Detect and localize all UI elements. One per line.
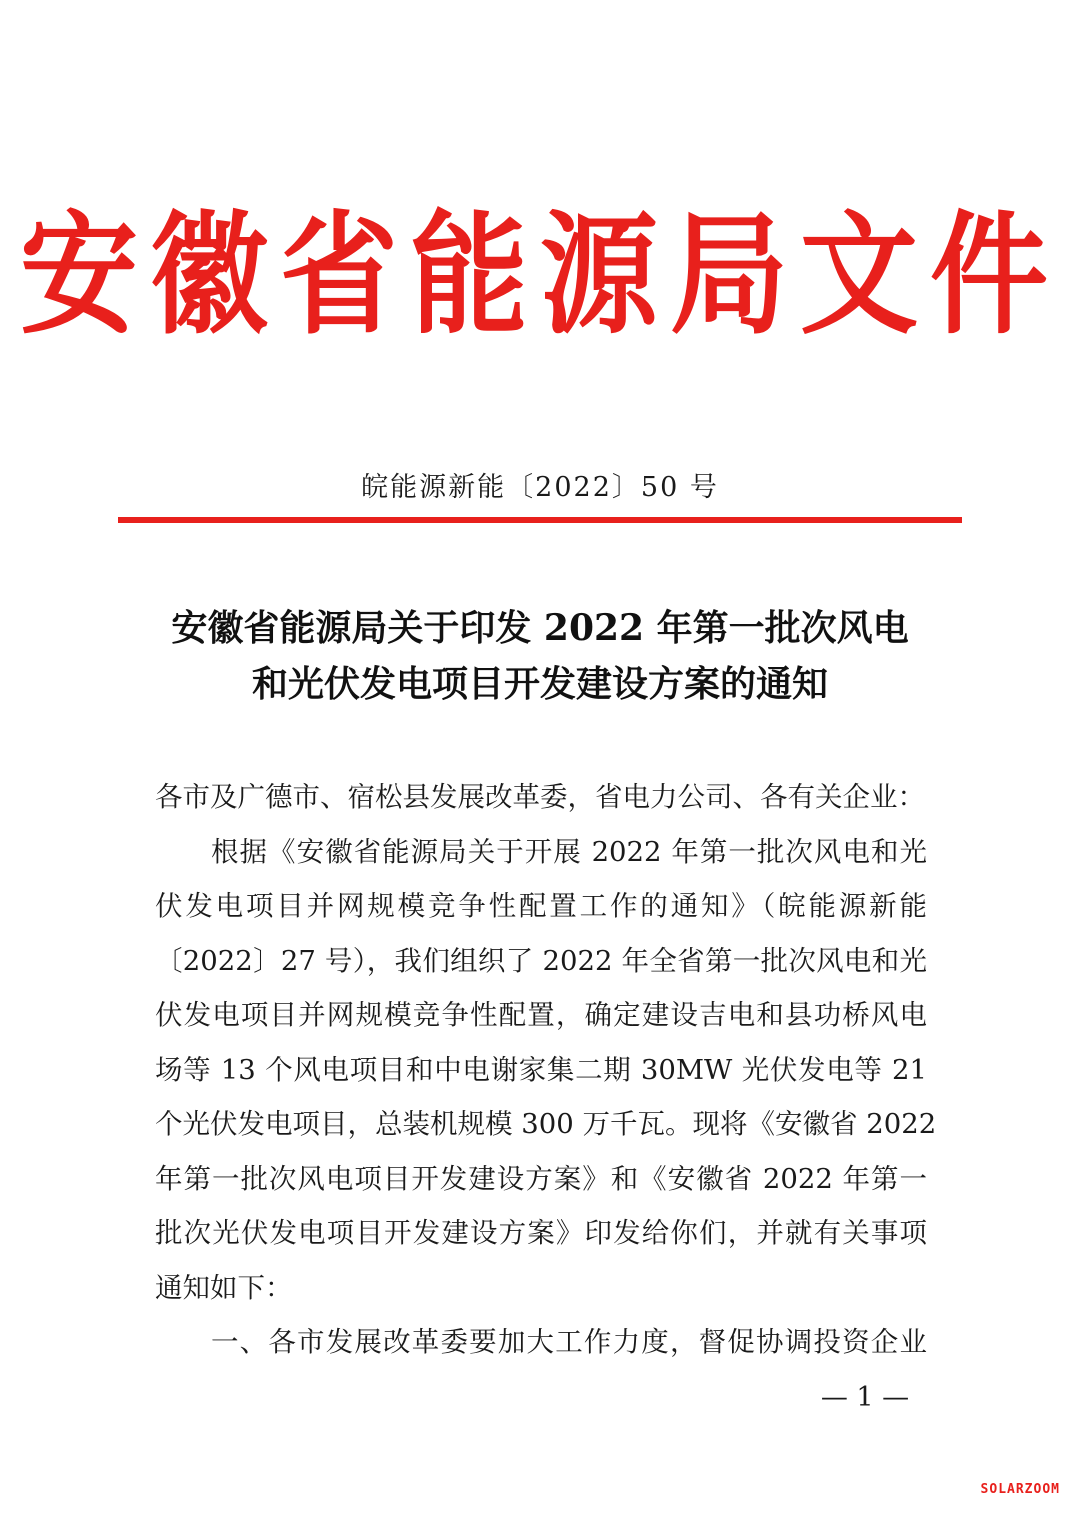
- notice-title-line: 和光伏发电项目开发建设方案的通知: [251, 663, 828, 705]
- body-line: 年第一批次风电项目开发建设方案》和《安徽省 2022 年第一: [155, 1162, 927, 1195]
- notice-title-line: 安徽省能源局关于印发 2022 年第一批次风电: [171, 607, 909, 649]
- red-divider-rule: [118, 517, 962, 523]
- body-line: 场等 13 个风电项目和中电谢家集二期 30MW 光伏发电等 21: [155, 1053, 927, 1086]
- body-line: 个光伏发电项目，总装机规模 300 万千瓦。现将《安徽省 2022: [155, 1108, 937, 1140]
- body-line: 根据《安徽省能源局关于开展 2022 年第一批次风电和光: [211, 835, 927, 868]
- body-line: 〔2022〕27 号），我们组织了 2022 年全省第一批次风电和光: [155, 944, 927, 977]
- notice-title: [120, 600, 960, 712]
- watermark-logo: SOLARZOOM: [980, 1482, 1060, 1497]
- body-line: 伏发电项目并网规模竞争性配置，确定建设吉电和县功桥风电: [155, 999, 927, 1031]
- page-number: — 1 —: [820, 1382, 910, 1413]
- body-line: 一、各市发展改革委要加大工作力度，督促协调投资企业: [211, 1326, 927, 1358]
- document-number: 皖能源新能〔2022〕50 号: [361, 472, 719, 503]
- body-line: 通知如下：: [155, 1271, 293, 1304]
- body-line: 批次光伏发电项目开发建设方案》印发给你们，并就有关事项: [155, 1217, 927, 1249]
- notice-body: [155, 770, 937, 1370]
- body-line: 伏发电项目并网规模竞争性配置工作的通知》（皖能源新能: [155, 890, 927, 922]
- salutation-line: 各市及广德市、宿松县发展改革委，省电力公司、各有关企业：: [155, 781, 925, 813]
- masthead-title: 安徽省能源局文件: [19, 197, 1060, 353]
